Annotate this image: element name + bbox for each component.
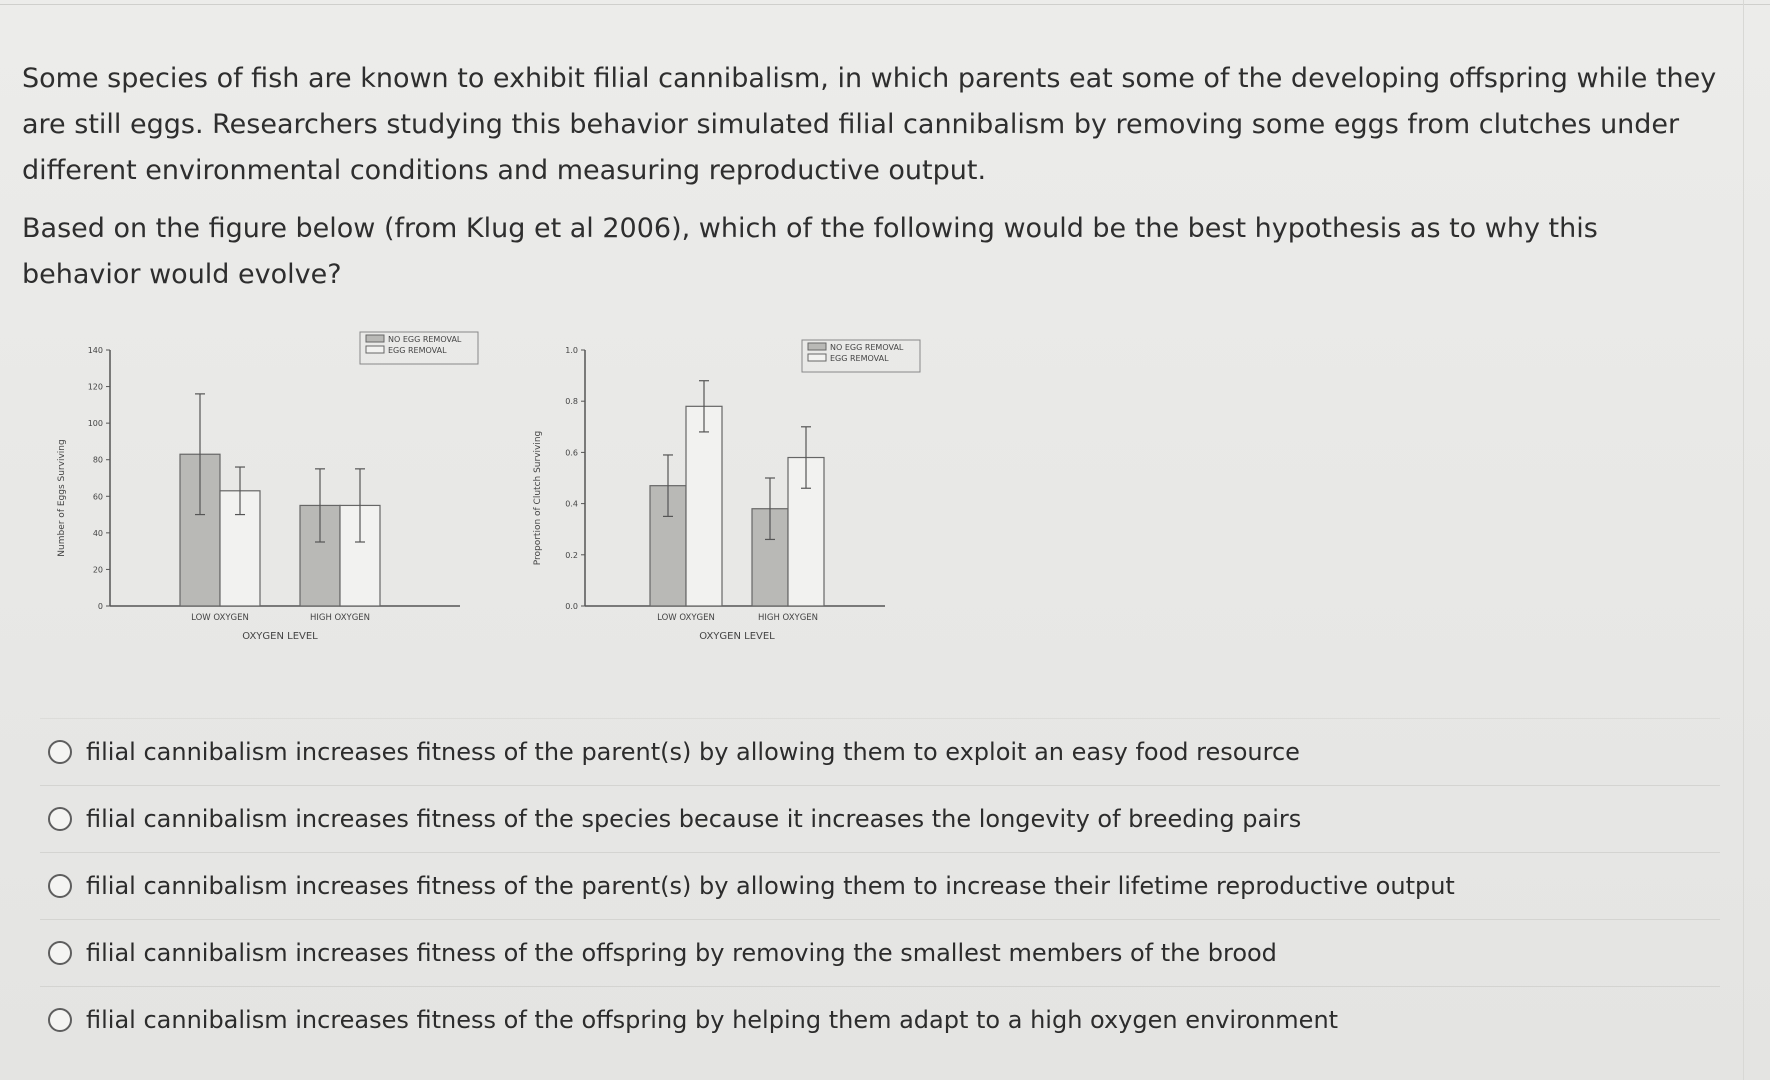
radio-button[interactable] — [48, 807, 72, 831]
figure-charts-svg — [50, 330, 1010, 660]
legend-swatch — [808, 343, 826, 350]
answer-option-label: filial cannibalism increases fitness of the parent(s) by allowing them to exploit an easy food resource — [86, 738, 1300, 766]
legend-swatch — [808, 354, 826, 361]
y-axis-label: Proportion of Clutch Surviving — [533, 430, 543, 566]
legend-label: NO EGG REMOVAL — [388, 335, 462, 344]
radio-button[interactable] — [48, 1008, 72, 1032]
legend-swatch — [366, 346, 384, 353]
answer-options — [40, 718, 1720, 1053]
y-tick-label: 140 — [87, 346, 103, 355]
answer-option[interactable] — [40, 919, 1720, 986]
radio-button[interactable] — [48, 941, 72, 965]
answer-option[interactable] — [40, 852, 1720, 919]
question-paragraph-1: Some species of fish are known to exhibit filial cannibalism, in which parents eat some of the developing offspring while they are still eggs. Researchers studying this behavior simulated filial cannibalism by removing some eggs from clutches under different environmental conditions and measuring reproductive output. — [22, 63, 1717, 186]
legend — [360, 332, 478, 364]
x-tick-label: HIGH OXYGEN — [309, 613, 371, 623]
answer-option-label: filial cannibalism increases fitness of the offspring by helping them adapt to a high oxygen environment — [86, 1006, 1339, 1034]
figure-klug-2006 — [50, 330, 1010, 660]
page-edge — [1743, 0, 1744, 1080]
x-axis-label: OXYGEN LEVEL — [242, 631, 318, 642]
legend-swatch — [366, 335, 384, 342]
chart-2 — [533, 340, 920, 642]
y-tick-label: 0.2 — [565, 550, 578, 560]
x-axis-label: OXYGEN LEVEL — [699, 631, 775, 642]
y-tick-label: 0.6 — [565, 448, 578, 458]
answer-option[interactable] — [40, 785, 1720, 852]
y-axis-label: Number of Eggs Surviving — [57, 439, 67, 557]
answer-option[interactable] — [40, 986, 1720, 1053]
answer-option-label: filial cannibalism increases fitness of the offspring by removing the smallest members of the brood — [86, 939, 1277, 967]
y-tick-label: 0.0 — [565, 602, 578, 611]
y-tick-label: 40 — [92, 528, 103, 538]
radio-button[interactable] — [48, 740, 72, 764]
y-tick-label: 0.8 — [565, 397, 578, 407]
y-tick-label: 1.0 — [565, 346, 578, 355]
y-tick-label: 0.4 — [565, 499, 578, 509]
chart-1 — [57, 332, 478, 642]
y-tick-label: 80 — [92, 455, 103, 465]
y-tick-label: 100 — [87, 419, 103, 429]
legend-label: EGG REMOVAL — [830, 354, 889, 363]
y-tick-label: 60 — [92, 492, 103, 502]
y-tick-label: 0 — [97, 602, 103, 611]
legend-label: EGG REMOVAL — [388, 346, 447, 355]
top-divider — [0, 4, 1770, 5]
answer-option-label: filial cannibalism increases fitness of the parent(s) by allowing them to increase their lifetime reproductive output — [86, 872, 1455, 900]
x-tick-label: HIGH OXYGEN — [757, 613, 819, 623]
answer-option-label: filial cannibalism increases fitness of the species because it increases the longevity of breeding pairs — [86, 805, 1302, 833]
y-tick-label: 20 — [92, 565, 103, 575]
radio-button[interactable] — [48, 874, 72, 898]
x-tick-label: LOW OXYGEN — [657, 613, 715, 623]
legend — [802, 340, 920, 372]
y-tick-label: 120 — [87, 382, 103, 392]
question-paragraph-2: Based on the figure below (from Klug et al 2006), which of the following would be the best hypothesis as to why this behavior would evolve? — [22, 213, 1598, 290]
bar — [686, 406, 722, 606]
question-text — [22, 56, 1722, 310]
legend-label: NO EGG REMOVAL — [830, 343, 904, 352]
answer-option[interactable] — [40, 718, 1720, 785]
x-tick-label: LOW OXYGEN — [191, 613, 249, 623]
